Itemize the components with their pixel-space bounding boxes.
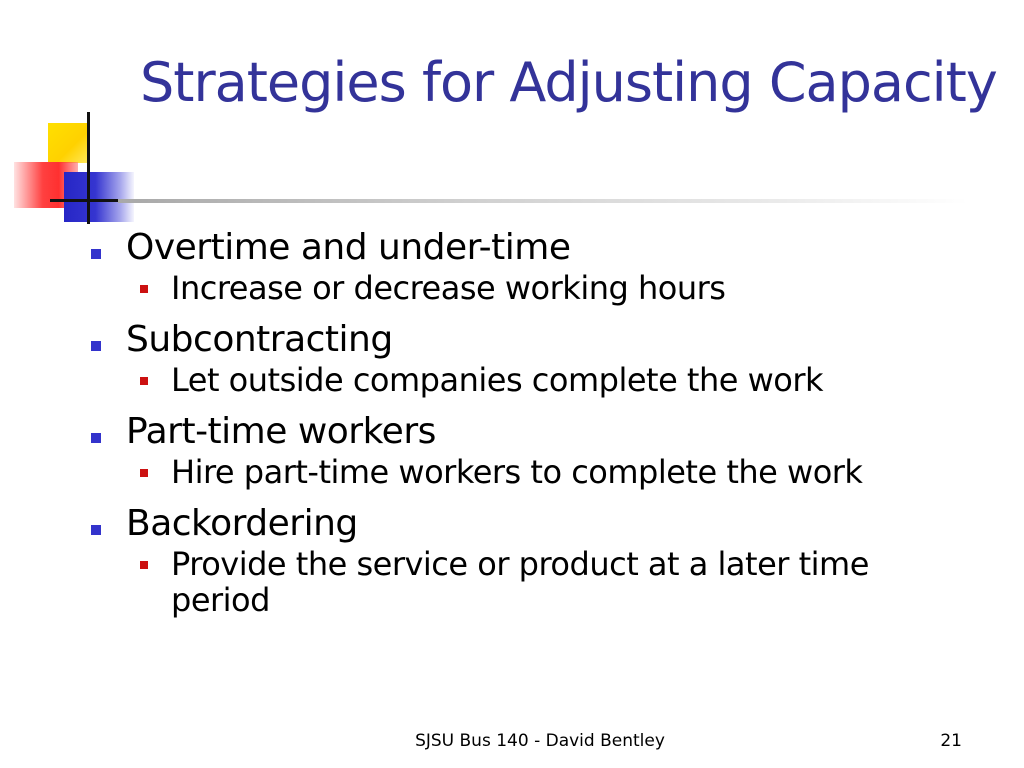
sub-bullet-text: Increase or decrease working hours: [171, 269, 726, 307]
square-bullet-icon: [140, 561, 148, 569]
corner-squares-logo: [0, 0, 140, 240]
sub-bullet-text: Let outside companies complete the work: [171, 361, 824, 399]
square-bullet-icon: [140, 469, 148, 477]
slide-title: Strategies for Adjusting Capacity: [140, 51, 997, 114]
square-bullet-icon: [91, 249, 101, 259]
bullet-item: [0, 502, 1024, 546]
sub-bullet-item: [0, 546, 971, 618]
logo-blue-square: [64, 172, 134, 222]
bullet-text: Part-time workers: [126, 411, 436, 452]
sub-bullet-item: [0, 270, 971, 306]
logo-vertical-line: [87, 112, 90, 224]
bullet-text: Overtime and under-time: [126, 227, 571, 268]
sub-bullet-item: [0, 362, 971, 398]
bullet-list: [0, 226, 1024, 630]
sub-bullet-text: Provide the service or product at a later time period: [171, 545, 869, 619]
title-divider: [118, 199, 968, 203]
square-bullet-icon: [91, 525, 101, 535]
bullet-text: Subcontracting: [126, 319, 393, 360]
square-bullet-icon: [140, 285, 148, 293]
sub-bullet-text: Hire part-time workers to complete the work: [171, 453, 863, 491]
footer-text: SJSU Bus 140 - David Bentley: [415, 731, 665, 751]
square-bullet-icon: [140, 377, 148, 385]
sub-bullet-item: [0, 454, 971, 490]
slide-number: 21: [940, 731, 962, 751]
bullet-item: [0, 410, 1024, 454]
logo-horizontal-line: [50, 199, 124, 202]
square-bullet-icon: [91, 433, 101, 443]
bullet-text: Backordering: [126, 503, 358, 544]
bullet-item: [0, 226, 1024, 270]
bullet-item: [0, 318, 1024, 362]
square-bullet-icon: [91, 341, 101, 351]
logo-yellow-square: [48, 123, 88, 163]
